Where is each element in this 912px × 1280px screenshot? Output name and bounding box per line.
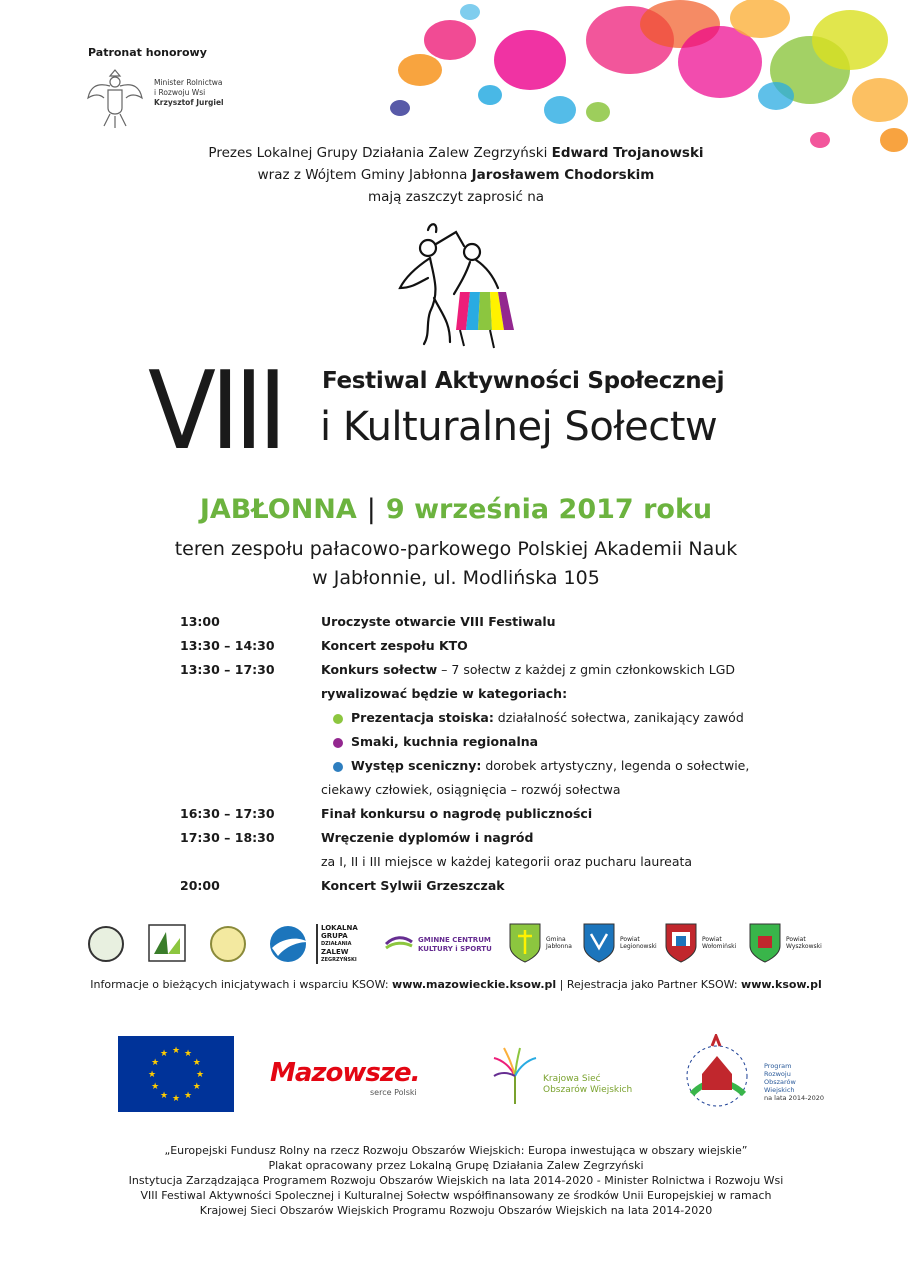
eu-star-icon: ★: [151, 1082, 160, 1092]
mazowieckie-ksow-link[interactable]: www.mazowieckie.ksow.pl: [392, 978, 557, 991]
event-date: 9 września 2017 roku: [385, 494, 713, 525]
eu-star-icon: ★: [171, 1046, 181, 1056]
ksow-info-line: [0, 978, 912, 991]
mazowsze-tagline: serce Polski: [370, 1088, 417, 1097]
program-row: [180, 874, 800, 898]
eu-star-icon: ★: [192, 1058, 201, 1068]
festival-title-line1: Festiwal Aktywności Społecznej: [322, 368, 725, 394]
program-item: Wręczenie dyplomów i nagród: [321, 830, 534, 845]
prow-logo-icon: [672, 1034, 762, 1114]
powiat-wyszkowski-crest-icon: [748, 922, 782, 964]
program-row: [180, 826, 800, 850]
footer-line: VIII Festiwal Aktywności Spolecznej i Kulturalnej Sołectw współfinansowany ze środków Unii Europejskiej w ramach: [140, 1189, 772, 1202]
gmina-logo-text: Gmina Jabłonna: [546, 936, 572, 950]
category-name: Występ sceniczny:: [351, 758, 482, 773]
program-item-detail: za I, II i III miejsce w każdej kategorii oraz pucharu laureata: [321, 854, 693, 869]
gck-arrow-logo-icon: [384, 934, 414, 954]
program-row: [180, 850, 800, 874]
eu-star-icon: ★: [159, 1049, 169, 1060]
dancing-couple-illustration: [390, 218, 530, 358]
gck-logo-text: GMINNE CENTRUM KULTURY i SPORTU: [418, 936, 492, 953]
eu-star-icon: ★: [183, 1049, 193, 1060]
program-row: [180, 802, 800, 826]
intro-line3: mają zaszczyt zaprosić na: [367, 189, 545, 205]
partner-logos: [0, 922, 912, 972]
lgd-logo-text: LOKALNA GRUPA DZIAŁANIA ZALEW ZEGRZYŃSKI: [316, 924, 358, 964]
program-row: [180, 778, 800, 802]
eu-flag-icon: [118, 1036, 234, 1112]
program-item: Finał konkursu o nagrodę publiczności: [321, 806, 593, 821]
category-detail-continued: ciekawy człowiek, osiągnięcia – rozwój sołectwa: [321, 782, 621, 797]
program-item: Konkurs sołectw: [321, 662, 438, 677]
patron-label: Patronat honorowy: [88, 46, 207, 59]
leader-logo-icon: [148, 924, 186, 962]
intro-line2-prefix: wraz z Wójtem Gminy Jabłonna: [257, 167, 472, 183]
mazowsze-logo: Mazowsze.: [270, 1058, 420, 1088]
footer-credits: [0, 1143, 912, 1218]
green-bullet-icon: [333, 714, 343, 724]
event-place-date: [0, 494, 912, 525]
event-place: JABŁONNA: [199, 494, 357, 525]
eu-star-icon: ★: [192, 1082, 201, 1092]
powiat-legionowski-crest-icon: [582, 922, 616, 964]
program-item-detail: – 7 sołectw z każdej z gmin członkowskich LGD: [437, 662, 736, 677]
info-prefix: Informacje o bieżących inicjatywach i wsparciu KSOW:: [90, 978, 393, 991]
category-name: Prezentacja stoiska:: [351, 710, 494, 725]
minister-name: Krzysztof Jurgiel: [154, 98, 224, 107]
eu-star-icon: ★: [159, 1090, 169, 1101]
powiat2-logo-text: Powiat Wołomiński: [702, 936, 737, 950]
eu-star-icon: ★: [151, 1058, 160, 1068]
program-time: 13:30 – 17:30: [180, 662, 275, 677]
ksow-tree-logo-icon: [490, 1046, 540, 1106]
program-time: 17:30 – 18:30: [180, 830, 275, 845]
minister-line-1: Minister Rolnictwa: [154, 78, 223, 87]
blue-bullet-icon: [333, 762, 343, 772]
program-time: 13:30 – 14:30: [180, 638, 275, 653]
eu-star-icon: ★: [147, 1070, 157, 1080]
lgd-swirl-logo-icon: [268, 924, 310, 964]
ksow-logo-text: Krajowa Sieć Obszarów Wiejskich: [543, 1074, 633, 1095]
intro-line1-prefix: Prezes Lokalnej Grupy Działania Zalew Zegrzyński: [208, 145, 552, 161]
program-item: Uroczyste otwarcie VIII Festiwalu: [321, 614, 556, 629]
footer-line: Plakat opracowany przez Lokalną Grupę Działania Zalew Zegrzyński: [268, 1159, 644, 1172]
intro-line2-name: Jarosławem Chodorskim: [471, 167, 655, 183]
polish-eagle-emblem-icon: [86, 64, 144, 130]
minister-block: [154, 78, 224, 108]
festival-title-line2: i Kulturalnej Sołectw: [320, 404, 718, 450]
program-time: 16:30 – 17:30: [180, 806, 275, 821]
info-middle: | Rejestracja jako Partner KSOW:: [556, 978, 742, 991]
event-venue: [0, 535, 912, 593]
prow-logo-text: Program Rozwoju Obszarów Wiejskich na lata 2014-2020: [764, 1062, 824, 1102]
edition-roman-numeral: VIII: [148, 349, 282, 474]
program-row: [180, 682, 800, 706]
ksow-link[interactable]: www.ksow.pl: [741, 978, 822, 991]
category-row: [180, 730, 800, 754]
powiat-wolominski-crest-icon: [664, 922, 698, 964]
program-row: [180, 634, 800, 658]
intro-line1-name: Edward Trojanowski: [551, 145, 704, 161]
event-separator: |: [366, 494, 376, 525]
minister-line-2: i Rozwoju Wsi: [154, 88, 206, 97]
program-row: [180, 658, 800, 682]
eu-star-icon: ★: [183, 1090, 193, 1101]
gmina-emblem-logo-icon: [210, 926, 246, 962]
intro-text: [0, 142, 912, 208]
venue-line2: w Jabłonnie, ul. Modlińska 105: [312, 567, 600, 589]
program-schedule: [180, 610, 800, 898]
category-row: [180, 706, 800, 730]
venue-line1: teren zespołu pałacowo-parkowego Polskiej Akademii Nauk: [174, 538, 738, 560]
footer-line: Krajowej Sieci Obszarów Wiejskich Programu Rozwoju Obszarów Wiejskich na lata 2014-2020: [199, 1204, 713, 1217]
category-detail: dorobek artystyczny, legenda o sołectwie,: [481, 758, 750, 773]
wheat-emblem-logo-icon: [88, 926, 124, 962]
program-item: Koncert zespołu KTO: [321, 638, 468, 653]
powiat3-logo-text: Powiat Wyszkowski: [786, 936, 822, 950]
purple-bullet-icon: [333, 738, 343, 748]
program-item: rywalizować będzie w kategoriach:: [321, 686, 568, 701]
program-time: 13:00: [180, 614, 220, 629]
category-name: Smaki, kuchnia regionalna: [351, 734, 539, 749]
powiat1-logo-text: Powiat Legionowski: [620, 936, 657, 950]
gmina-jablonna-crest-icon: [508, 922, 542, 964]
eu-star-icon: ★: [171, 1094, 181, 1104]
eu-star-icon: ★: [195, 1070, 205, 1080]
footer-line: Instytucja Zarządzająca Programem Rozwoju Obszarów Wiejskich na lata 2014-2020 - Minister Rolnictwa i Rozwoju Wsi: [128, 1174, 784, 1187]
footer-line: „Europejski Fundusz Rolny na rzecz Rozwoju Obszarów Wiejskich: Europa inwestująca w obszary wiejskie”: [164, 1144, 748, 1157]
category-row: [180, 754, 800, 778]
program-item: Koncert Sylwii Grzeszczak: [321, 878, 505, 893]
program-row: [180, 610, 800, 634]
program-time: 20:00: [180, 878, 220, 893]
category-detail: działalność sołectwa, zanikający zawód: [493, 710, 744, 725]
